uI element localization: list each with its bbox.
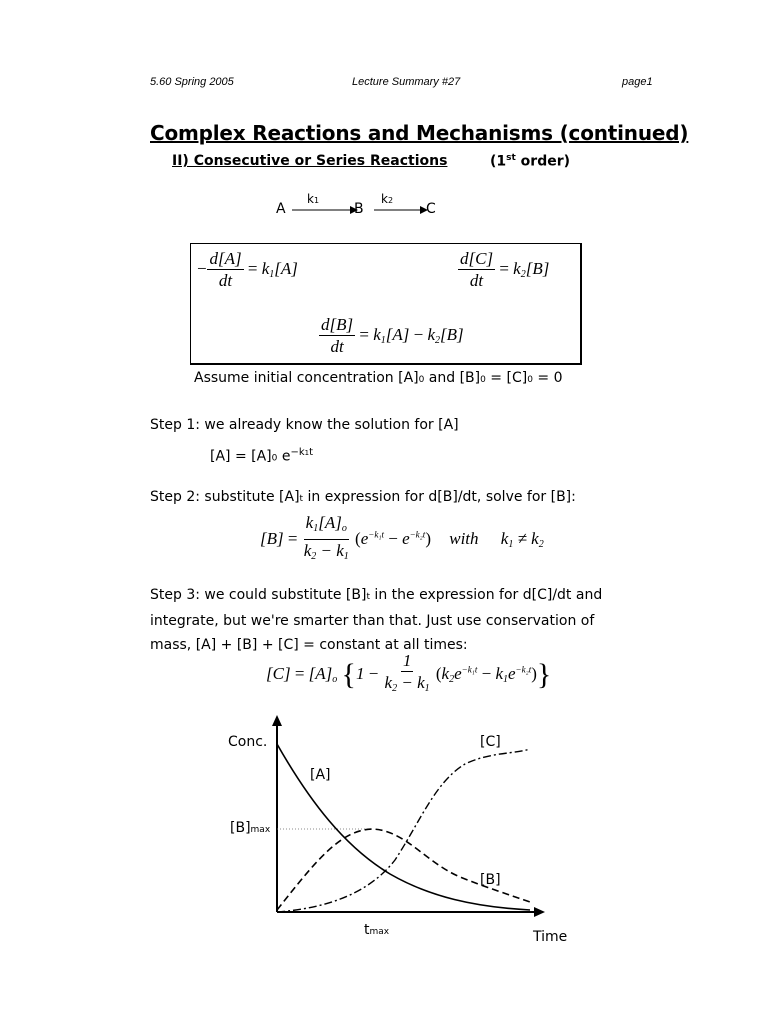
rate-constant-k2: k2: [381, 192, 394, 206]
label-a: [A]: [310, 767, 331, 783]
species-b: B: [354, 201, 364, 217]
step3-equation: $[C] = [A]_o$ {1 − $\frac{1}{k_2 - k_1}$ $(k_2e^{-k_1t} - k_1e^{-k_2t})$}: [266, 651, 552, 694]
label-c: [C]: [480, 734, 501, 750]
reaction-scheme: [276, 193, 446, 223]
step1-text: Step 1: we already know the solution for [A]: [150, 417, 459, 433]
rate-equation-box: [190, 243, 582, 365]
label-b: [B]: [480, 872, 501, 888]
rate-eq-b: $\frac{d[B]}{dt}$ = $k_1[A] - k_2[B]$: [321, 315, 464, 356]
curve-b: [277, 829, 530, 910]
reaction-arrows: [290, 203, 440, 217]
label-bmax: [B]max: [230, 820, 271, 836]
x-axis-arrow-icon: [534, 907, 545, 917]
y-axis-arrow-icon: [272, 715, 282, 726]
x-axis-label: Time: [533, 929, 568, 945]
header-page: page1: [622, 76, 653, 88]
rate-eq-a: − $\frac{d[A]}{dt}$ = $k_1[A]$: [196, 249, 298, 290]
concentration-graph: [270, 712, 560, 926]
header-course: 5.60 Spring 2005: [150, 76, 234, 88]
assumption-text: Assume initial concentration [A]0 and [B]0 = [C]0 = 0: [194, 370, 563, 386]
step2-equation: [B] = $\frac{k_1[A]_o}{k_2 - k_1}$ $(e^{-k_1t} - e^{-k_2t})$ with $k_1 \ne k_2$: [260, 513, 544, 562]
y-axis-label: Conc.: [228, 734, 268, 750]
section-heading: II) Consecutive or Series Reactions: [172, 153, 448, 169]
rate-eq-c: $\frac{d[C]}{dt}$ = $k_2[B]$: [460, 249, 550, 290]
order-label: (1st order): [490, 153, 571, 170]
step2-text: Step 2: substitute [A]t in expression for d[B]/dt, solve for [B]:: [150, 489, 576, 505]
species-c: C: [426, 201, 436, 217]
step3-text: Step 3: we could substitute [B]t in the expression for d[C]/dt and integrate, but we're smarter than that. Just use conservation of mass, [A] + [B] + [C] = constant at all times:: [150, 587, 603, 653]
page-title: Complex Reactions and Mechanisms (continued): [150, 121, 689, 145]
step1-equation: [A] = [A]0 $e^{-k1t}$: [210, 447, 314, 465]
header-lecture: Lecture Summary #27: [352, 76, 461, 88]
species-a: A: [276, 201, 286, 217]
label-tmax: tmax: [364, 922, 390, 938]
rate-constant-k1: k1: [307, 192, 320, 206]
